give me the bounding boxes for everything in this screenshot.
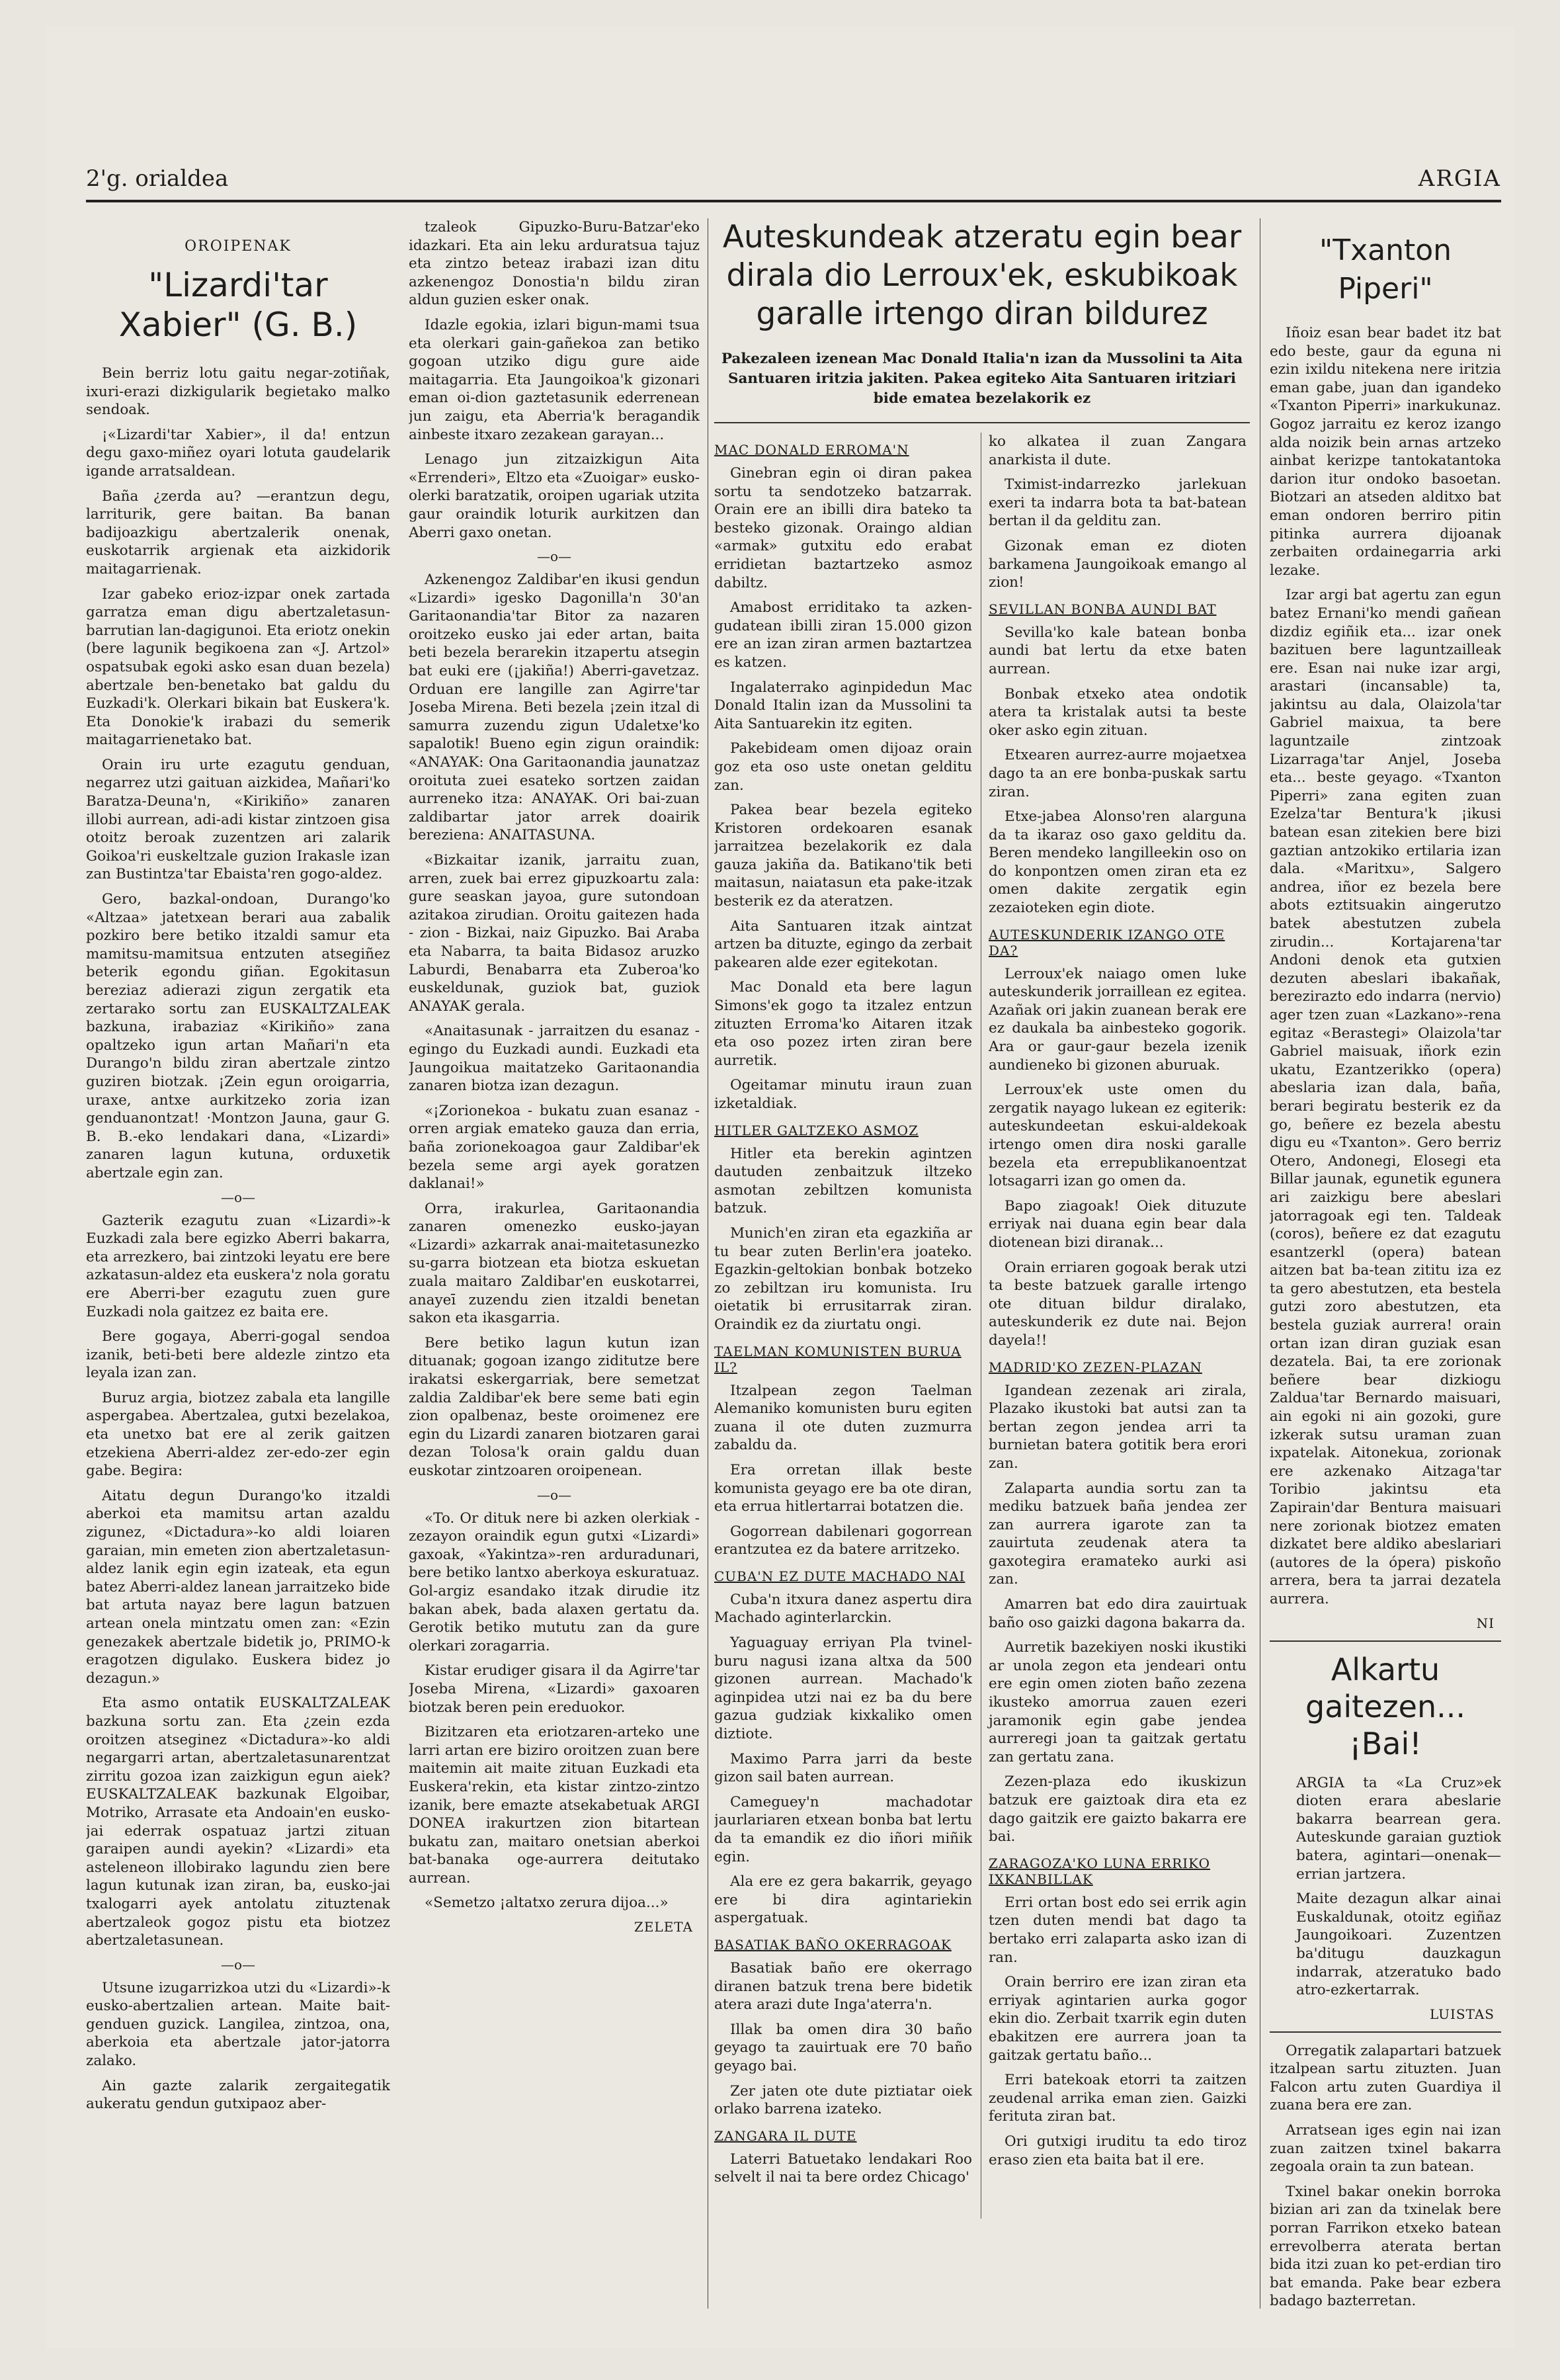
author-signature: ZELETA xyxy=(634,1919,693,1935)
paragraph: ¡«Lizardi'tar Xabier», il da! entzun degu gaxo-miñez oyari lotuta gaudelarik igande arratsaldean. xyxy=(86,426,390,480)
paragraph: Gizonak eman ez dioten barkamena Jaungoikoak emango al zion! xyxy=(989,537,1247,591)
section-rule xyxy=(1270,1640,1501,1642)
page-header xyxy=(86,165,1501,198)
review-column xyxy=(1270,218,1501,2309)
paragraph: Lerroux'ek naiago omen luke auteskunderik jorraillean ez egitea. Azañak ori jakin zuanean berak ere ez daukala ba ainbesteko gogorik. Ara or gaur-gaur bezela izenik aundieneko bi gizonen aburuak. xyxy=(989,965,1247,1074)
ad-signature: LUISTAS xyxy=(1429,2006,1495,2022)
paragraph: Eta asmo ontatik EUSKALTZALEAK bazkuna sortu zan. Eta ¿zein ezda oroitzen atseginez «Dictadura»-ko aldi negargarri artan, abertzaletasunarentzat zirritu gozoa izan zaizkigun egun aiek? EUSKALTZALEAK bazkunak Elgoibar, Motriko, Arrasate eta Andoain'en eusko-jai ederrak ospatuaz jartzi zituan garaipen aundi ayekin? «Lizardi» eta asteleneon illobirako lagundu zien bere lagun kutunak izan ziran, ba, eusko-jai txalogarri ayek antolatu zituztenak abertzaleok gogoz pistu eta biotzez abertzaletasunean. xyxy=(86,1695,390,1949)
paragraph: Sevilla'ko kale batean bonba aundi bat lertu da etxe baten aurrean. xyxy=(989,624,1247,677)
paragraph: Bizitzaren eta eriotzaren-arteko une larri artan ere biziro oroitzen zuan bere maitemin ait maite zituan Euzkadi eta Euskera'rekin, eta kistar zintzo-zintzo izanik, bere emazte atsekabetuak ARGI DONEA irakurtzen zion bitartean bukatu zan, maitaro onetsian aberkoi bat-banaka oge-aurrera deitutako aurrean. xyxy=(409,1724,700,1887)
paragraph: Bapo ziagoak! Oiek dituzute erriyak nai duana egin bear dala diotenean bizi diranak... xyxy=(989,1197,1247,1251)
paragraph: Erri ortan bost edo sei errik agin tzen duten mendi bat dago ta bertako erri zalaparta asko izan di ran. xyxy=(989,1894,1247,1966)
paragraph: Illak ba omen dira 30 baño geyago ta zauirtuak ere 70 baño geyago bai. xyxy=(714,2021,972,2074)
paragraph: Maximo Parra jarri da beste gizon sail baten aurrean. xyxy=(714,1750,972,1786)
news-subhead: ZANGARA IL DUTE xyxy=(714,2127,857,2144)
paragraph: Yaguaguay erriyan Pla tvinel-buru nagusi izana altxa da 500 gizonen aurrean. Machado'k aginpidea utzi nai ez ba du bere gazua gudziak kixkaliko omen diztiote. xyxy=(714,1635,972,1743)
header-rule xyxy=(86,200,1501,202)
paragraph: Ingalaterrako aginpidedun Mac Donald Italin izan da Mussolini ta Aita Santuarekin itz egiten. xyxy=(714,679,972,732)
paragraph: Bonbak etxeko atea ondotik atera ta kristalak autsi ta beste oker asko egin zituan. xyxy=(989,685,1247,739)
paragraph: «To. Or dituk nere bi azken olerkiak - zezayon oraindik egun gutxi «Lizardi» gaxoak, «Yakintza»-ren arduradunari, bere betiko lantxo aberkoya eskuratuaz. Gol-argiz esandako itzak dirudie itz bakan abek, bada alaxen gertatu da. Gerotik betiko mututu zan da gure olerkari zoragarria. xyxy=(409,1509,700,1654)
paragraph: Etxe-jabea Alonso'ren alarguna da ta ikaraz oso gaxo gelditu da. Beren mendeko langilleekin oso on do konpontzen omen ziran eta ez omen dakite zergatik egin zezaioteken egin diote. xyxy=(989,808,1247,917)
ad-title: Alkartu gaitezen... ¡Bai! xyxy=(1305,1651,1465,1762)
section-kicker: OROIPENAK xyxy=(185,238,292,255)
paragraph: Baña ¿zerda au? —erantzun degu, larriturik, gere baitan. Ba banan badijoazkigu abertzalerik onenak, euskotarrik argienak eta aizkidorik maitagarrienak. xyxy=(86,488,390,577)
paragraph: Pakebideam omen dijoaz orain goz eta oso uste onetan gelditu zan. xyxy=(714,740,972,794)
obituary-column-1 xyxy=(86,218,390,2309)
news-subhead: AUTESKUNDERIK IZANGO OTE DA? xyxy=(989,926,1225,958)
section-separator: —o— xyxy=(536,1486,572,1503)
paragraph: tzaleok Gipuzko-Buru-Batzar'eko idazkari. Eta ain leku arduratsua tajuz eta zintzo beteaz irabazi izan ditu azkenengoz Donostia'n bildu ziran aldun guzien esker onak. xyxy=(409,219,700,309)
paragraph: Gogorrean dabilenari gogorrean erantzutea ez da batere arritzeko. xyxy=(714,1523,972,1558)
paragraph: Aurretik bazekiyen noski ikustiki ar unola zegon eta jendeari ontu ere egin omen zioten baño zezena ikusteko amorrua zauen ezeri jaramonik egin gabe jendea aurreregi joan ta gaitzak gertatu zan gertatu zana. xyxy=(989,1639,1247,1765)
paragraph: «Semetzo ¡altatxo zerura dijoa...» xyxy=(425,1894,669,1912)
paragraph: Pakea bear bezela egiteko Kristoren ordekoaren esanak jarraitzea bezelakorik ez dala gauza jakiña da. Batikano'tik beti maitasun, naiatasun eta pake-itzak besterik ez da ateratzen. xyxy=(714,802,972,910)
news-headline: Auteskundeak atzeratu egin bear dirala dio Lerroux'ek, eskubikoak garalle irtengo diran bildurez xyxy=(722,219,1242,332)
newspaper-page xyxy=(46,26,1514,2348)
paragraph: Basatiak baño ere okerrago diranen batzuk trena bere bidetik atera arazi dute Inga'aterra'n. xyxy=(714,1959,972,2014)
paragraph: Amabost erriditako ta azken-gudatean ibilli ziran 15.000 gizon ere an izan ziran armen baztartzea es katzen. xyxy=(714,599,972,671)
paragraph: Arratsean iges egin nai izan zuan zaitzen txinel bakarra zegoala orain ta zun batean. xyxy=(1270,2122,1501,2176)
paragraph: «Bizkaitar izanik, jarraitu zuan, arren, zuek bai errez gipuzkoartu zala: gure seaskan jayoa, gure sutondoan azitakoa zirudian. Oroitu gaitezen hada - zion - Bizkai, naiz Gipuzko. Bai Araba eta Nabarra, ta baita Bidasoz aruzko Laburdi, Benabarra eta Zuberoa'ko euskeldunak, guziok bat, guziok ANAYAK gerala. xyxy=(409,852,700,1015)
paragraph: «¡Zorionekoa - bukatu zuan esanaz - orren argiak emateko gauza dan erria, baña zorionekoagoa gaur Zaldibar'ek bezela seme argi ayek goratzen daklanai!» xyxy=(409,1102,700,1193)
ad-text: ARGIA ta «La Cruz»ek dioten erara abeslarie bakarra bearrean gera. Auteskunde garaian guztiok batera, agintari—onenak—errian jartzera. xyxy=(1296,1774,1501,1883)
section-rule xyxy=(714,422,1250,423)
news-subhead: BASATIAK BAÑO OKERRAGOAK xyxy=(714,1936,952,1953)
news-subhead: MAC DONALD ERROMA'N xyxy=(714,442,909,458)
paragraph: Igandean zezenak ari zirala, Plazako ikustoki bat autsi zan ta bertan zegon jendea arri ta burnietan batera gotitik bera erori zan. xyxy=(989,1382,1247,1472)
paragraph: Orregatik zalapartari batzuek itzalpean sartu zituzten. Juan Falcon artu zuten Guardiya il zuana bera ere zan. xyxy=(1270,2042,1501,2114)
paragraph: Tximist-indarrezko jarlekuan exeri ta indarra bota ta bat-batean bertan il da gelditu zan. xyxy=(989,476,1247,530)
section-separator: —o— xyxy=(536,548,572,565)
paragraph: Azkenengoz Zaldibar'en ikusi gendun «Lizardi» igesko Dagonilla'n 30'an Garitaonandia'tar Bitor za nazaren oroitzeko eusko jai eder artan, baita beti bezela berarekin itzapertu atsegin bat euki ere (¡jakiña!) Aberri-gavetzaz. Orduan ere langille zan Agirre'tar Joseba Mirena. Beti bezela ¡zein itzal di samurra zuzendu zigun Udaletxe'ko sapalotik! Bueno egin zigun oraindik: «ANAYAK: Ona Garitaonandia jaunatzaz oroituta zuei esateko sortzen zaidan aurreneko itza: ANAYAK. Ori bai-zuan zaldibartar jator arrek doairik bereziena: ANAITASUNA. xyxy=(409,572,700,844)
paragraph: Munich'en ziran eta egazkiña ar tu bear zuten Berlin'era joateko. Egazkin-geltokian bonbak botzeko zo zebiltzan iru komunista. Iru oietatik bi errusitarrak ziran. Oraindik ez da ziurtatu ongi. xyxy=(714,1224,972,1333)
news-subhead: MADRID'KO ZEZEN-PLAZAN xyxy=(989,1359,1202,1375)
paragraph: Amarren bat edo dira zauirtuak baño oso gaizki dagona bakarra da. xyxy=(989,1596,1247,1631)
paragraph: Kistar erudiger gisara il da Agirre'tar Joseba Mirena, «Lizardi» gaxoaren biotzak beren pein ereduokor. xyxy=(409,1662,700,1716)
paragraph: Lerroux'ek uste omen du zergatik nayago lukean ez egiterik: auteskundeetan eskui-aldekoak irtengo omen dira noski garalle bezela eta errepublikanoentzat lotsagarri izan go omen da. xyxy=(989,1082,1247,1190)
paragraph: Gero, bazkal-ondoan, Durango'ko «Altzaa» jatetxean berari aua zabalik pozkiro bere betiko itzaldi samur eta mamitsu-mamitsua entzuten atsegiñez beterik egondu giñan. Egokitasun bereziaz adierazi zigun zergatik eta zertarako sortu zan EUSKALTZALEAK bazkuna, irabaziaz «Kirikiño» zana opaltzeko igun artan Mañari'n eta Durango'n bildu ziran abertzale zintzo guziren biotzak. ¡Zein egun oroigarria, uraxe, antxe aurkitzeko zoria izan genduanontzat! ·Montzon Jauna, gaur G. B. B.-eko lendakari dana, «Lizardi» zanaren lagun kutuna, orduxetik abertzale egin zan. xyxy=(86,891,390,1181)
news-subhead: CUBA'N EZ DUTE MACHADO NAI xyxy=(714,1568,965,1584)
paragraph: Ogeitamar minutu iraun zuan izketaldiak. xyxy=(714,1077,972,1112)
obituary-title: "Lizardi'tar Xabier" (G. B.) xyxy=(118,266,358,344)
paragraph: ko alkatea il zuan Zangara anarkista il dute. xyxy=(989,433,1247,468)
paragraph: Izar gabeko erioz-izpar onek zartada garratza eman digu abertzaletasun-barrutian lan-dagigunoi. Eta eriotz onekin (bere lagunik begikoena zan «J. Artzol» ospatsubak egoki asko esan duan bezela) abertzale ben-benetako bat galdu du Euzkadi'k. Olerkari bikain bat Euskera'k. Eta Donokie'k irabazi du semerik maitagarrienetako bat. xyxy=(86,585,390,749)
paragraph: Bein berriz lotu gaitu negar-zotiñak, ixuri-erazi dizkigularik begietako malko sendoak. xyxy=(86,365,390,419)
paragraph: Ginebran egin oi diran pakea sortu ta sendotzeko batzarrak. Orain ere an ibilli dira bateko ta besteko gizonak. Oraingo aldian «armak» gutxitu edo erabat erridietan baztartzeko asmoz dabiltz. xyxy=(714,465,972,591)
paragraph: Erri batekoak etorri ta zaitzen zeudenal arrika eman zien. Gaizki ferituta ziran bat. xyxy=(989,2072,1247,2125)
author-signature: NI xyxy=(1476,1615,1495,1631)
paragraph: Cameguey'n machadotar jaurlariaren etxean bonba bat lertu da ta emandik ez dio iñori miñik egin. xyxy=(714,1793,972,1865)
paragraph: Ori gutxigi iruditu ta edo tiroz eraso zien eta baita bat il ere. xyxy=(989,2133,1247,2168)
paragraph: Bere gogaya, Aberri-gogal sendoa izanik, beti-beti bere aldezle zintzo eta leyala izan zan. xyxy=(86,1328,390,1382)
paragraph: Era orretan illak beste komunista geyago ere ba ote diran, eta errua hitlertarrai botatzen die. xyxy=(714,1461,972,1515)
paragraph: Aitatu degun Durango'ko itzaldi aberkoi eta mamitsu artan azaldu zigunez, «Dictadura»-ko aldi loiaren garaian, min emeten zion abertzaletasun-aldez lanik egin egin izateak, eta egun batez Aberri-aldez lanean jarraitzeko bide bat artuta nayaz bere lagun batzuen artean onela mintzatu omen zan: «Ezin genezakek abertzale bidetik jo, PRIMO-k eragotzen digulako. Euskera bidez jo dezagun.» xyxy=(86,1487,390,1687)
news-subhead: ZARAGOZA'KO LUNA ERRIKO IXKANBILLAK xyxy=(989,1855,1210,1887)
paragraph: Orra, irakurlea, Garitaonandia zanaren omenezko eusko-jayan «Lizardi» azkarrak anai-maitetasunezko su-garra biotzean eta biotza eskuetan zuala maitaro Zaldibar'en euskotarrei, anayeī zuzendu zien itzaldi benetan sakon eta ikasgarria. xyxy=(409,1200,700,1327)
paragraph: «Anaitasunak - jarraitzen du esanaz - egingo du Euzkadi aundi. Euzkadi eta Jaungoikua maitatzeko Garitaonandia zanaren biotza izan dezagun. xyxy=(409,1023,700,1095)
paragraph: Ain gazte zalarik zergaitegatik aukeratu gendun gutxipaoz aber- xyxy=(86,2077,390,2113)
section-separator: —o— xyxy=(220,1189,256,1205)
paragraph: Izar argi bat agertu zan egun batez Ernani'ko mendi gañean dizdiz egiñik eta... izar onek bazituen bere laguntzailleak ere. Esan nai nuke izar argi, arastari (incansable) ta, jakintsu au dala, Olaizola'tar Gabriel maixua, ta bere laguntzaile zintzoak Lizarraga'tar Anjel, Joseba eta... beste geyago. «Txanton Piperri» zana egiten zuan Ezelza'tar Bentura'k ¡ikusi batean esan zitekien bere bizi gaztian antzokiko ertilaria izan dala. «Maritxu», Salgero andrea, iñor ez bezela bere abots eztitsuakin aingerutzo batek abestutzen zubela zirudin... Kortajarena'tar Andoni denok eta gutxien dezuten abeslari ibakañak, berezirazto edo indarra (nervio) ager tzen zuan «Lazkano»-rena egitaz «Berastegi» Olaizola'tar Gabriel maisuak, iñork ezin ukatu, Ezantzerikko (opera) abeslaria izan dala, baña, berari begiratu besterik ez da go, beñere ez bezela abestu digu eu «Txanton». Gero berriz Otero, Andonegi, Elosegi eta Billar jaunak, egunetik egunera ari zaizkigu bere abeslari jatorragoak egi ten. Taldeak (coros), beñere ez dat ezagutu esantzerkl (opera) batean aitzen bat ba-tean zititu iza ez ta gero abestutzen, eta bestela gutzi zoro abestutzen, eta bestela guziak aurrera! orain ortan izan diran guziak esan dezatela. Bai, ta ere zorionak beñere bear dizkiogu Zaldua'tar Bernardo maisuari, ain egoki ni ain gozoki, gure izkerak sutsu uraman zuan ixpatelak. Aitonekua, zorionak ere azkenako Aitzaga'tar Toribio jakintsu eta Zapirain'dar Bentura maisuari nere zorionak biotzez ematen dizkatet bere aldiko abeslariari (autores de la ópera) piskoño arrera, bera ta jarrai dezatela aurrera. xyxy=(1270,587,1501,1607)
paragraph: Txinel bakar onekin borroka bizian ari zan da txinelak bere porran Farrikon etxeko batean errevolberra aterata bertan bida itzi zuan ko pet-erdian tiro bat emanda. Pake bear ezbera badago bazterretan. xyxy=(1270,2183,1501,2309)
paragraph: Orain erriaren gogoak berak utzi ta beste batzuek garalle irtengo ote dituan bildur diralako, auteskunderik ez dute nai. Bejon dayela!! xyxy=(989,1259,1247,1349)
paragraph: Mac Donald eta bere lagun Simons'ek gogo ta itzalez entzun zituzten Erroma'ko Aitaren itzak eta oso pozez irten ziran bere aurretik. xyxy=(714,979,972,1069)
paragraph: Gazterik ezagutu zuan «Lizardi»-k Euzkadi zala bere egizko Aberri bakarra, eta arrezkero, bai zintzoki leyatu ere bere azkatasun-aldez eta euskera'z nola goratu ere Aberri-ber ezagutu zuen gure Euzkadi nola gaitzez ez baita ere. xyxy=(86,1212,390,1320)
section-rule xyxy=(1270,2031,1501,2033)
review-title: "Txanton Piperi" xyxy=(1319,234,1452,306)
news-subcolumn-right xyxy=(989,433,1247,2176)
paragraph: Zer jaten ote dute piztiatar oiek orlako barrena izateko. xyxy=(714,2082,972,2118)
paragraph: Orain berriro ere izan ziran eta erriyak agintarien aurka gogor ekin dio. Zerbait txarrik egin duten ebakitzen ere aurrera joan ta gaitzak gertatu baño... xyxy=(989,1974,1247,2064)
news-section xyxy=(714,218,1250,2309)
paragraph: Zezen-plaza edo ikuskizun batzuk ere gaiztoak dira eta ez dago gaitzik ere gaizto bakarra ere bai. xyxy=(989,1773,1247,1846)
paragraph: Laterri Batuetako lendakari Roo selvelt il nai ta bere ordez Chicago' xyxy=(714,2150,972,2186)
paragraph: Idazle egokia, izlari bigun-mami tsua eta olerkari gain-gañekoa zan betiko gogoan utziko digu gure aide maitagarria. Eta Jaungoikoa'k gizonari eman oi-dion gaztetasunik ederrenean jun zaigu, eta Aberria'k beragandik ainbeste itxaro zezakean garayan... xyxy=(409,316,700,443)
paragraph: Buruz argia, biotzez zabala eta langille aspergabea. Abertzalea, gutxi bezelakoa, eta unetxo bat ere al zerik gaitzen etzekiena Aberri-aldez zer-edo-zer egin gabe. Begira: xyxy=(86,1389,390,1480)
news-subcolumn-left xyxy=(714,433,972,2193)
news-subcolumns xyxy=(714,433,1250,2219)
paragraph: Lenago jun zitzaizkigun Aita «Errenderi», Eltzo eta «Zuoigar» eusko-olerki baratzatik, oroipen ugariak utzita gaur oraindik loturik aurkitzen dan Aberri gaxo onetan. xyxy=(409,451,700,541)
paragraph: Iñoiz esan bear badet itz bat edo beste, gaur da eguna ni ezin ixildu nitekena nere iritzia eman gabe, juan dan igandeko «Txanton Piperri» inarkukunaz. Gogoz jarraitu ez keroz izango alda noizik bein arnas artzeko ainbat kerizpe tantokatantoka darion itur ondoko basoetan. Biotzari an atseden alditxo bat eman ondoren berriro pitin pitinka aurrera dijoanak zerbaiten ordainegarria arki lezake. xyxy=(1270,325,1501,579)
page-number: 2'g. orialdea xyxy=(86,165,229,192)
news-subhead: TAELMAN KOMUNISTEN BURUA IL? xyxy=(714,1343,962,1375)
paragraph: Zalaparta aundia sortu zan ta mediku batzuek baña jendea zer zan aurrera igarote zan ta zauirtuta zeudenak atera ta gaxotegira eramateko aurki asi zan. xyxy=(989,1480,1247,1588)
obituary-column-2 xyxy=(409,218,700,2309)
paragraph: Utsune izugarrizkoa utzi du «Lizardi»-k eusko-abertzalien artean. Maite bait-genduen guzick. Langilea, zintzoa, ona, aberkoia eta abertzale jator-jatorra zalako. xyxy=(86,1979,390,2070)
paragraph: Hitler eta berekin agintzen dautuden zenbaitzuk iltzeko asmotan zebiltzen komunista batzuk. xyxy=(714,1145,972,1217)
section-separator: —o— xyxy=(220,1956,256,1973)
paragraph: Bere betiko lagun kutun izan dituanak; gogoan izango ziditutze bere irakatsi eskergarriak, bere semetzat zaldia Zaldibar'ek bere seme bati egin zion opalbenaz, beste oroimenez ere egin du Lizardi zanaren biotzaren garai dezan Tolosa'k orain galdu duan euskotar zintzoaren oroipenean. xyxy=(409,1334,700,1479)
paragraph: Aita Santuaren itzak aintzat artzen ba dituzte, egingo da zerbait pakearen alde ezer egitekotan. xyxy=(714,917,972,971)
paragraph: Orain iru urte ezagutu genduan, negarrez utzi gaituan aizkidea, Mañari'ko Baratza-Deuna'n, «Kirikiño» zanaren illobi aurrean, adi-adi kistar zintzoen gisa otoitz beroak zuzentzen ari zalarik Goikoa'ri euskeltzale guzion Irakasle izan zan Bustintza'tar Ebaista'ren gogo-aldez. xyxy=(86,756,390,883)
paragraph: Etxearen aurrez-aurre mojaetxea dago ta an ere bonba-puskak sartu ziran. xyxy=(989,747,1247,800)
masthead-name: ARGIA xyxy=(1418,165,1501,192)
paragraph: Itzalpean zegon Taelman Alemaniko komunisten buru egiten zuana il ote duten zuzmurra zabaldu da. xyxy=(714,1382,972,1454)
news-subhead: HITLER GALTZEKO ASMOZ xyxy=(714,1122,919,1138)
paragraph: Ala ere ez gera bakarrik, geyago ere bi dira agintariekin aspergatuak. xyxy=(714,1873,972,1927)
news-deck: Pakezaleen izenean Mac Donald Italia'n izan da Mussolini ta Aita Santuaren iritzia jakiten. Pakea egiteko Aita Santuaren iritziari bide ematea bezelakorik ez xyxy=(721,351,1243,407)
paragraph: Cuba'n itxura danez aspertu dira Machado aginterlarckin. xyxy=(714,1591,972,1627)
ad-text: Maite dezagun alkar ainai Euskaldunak, otoitz egiñaz Jaungoikoari. Zuzentzen ba'ditugu dauzkagun indarrak, atzeratuko bado atro-ezkertarrak. xyxy=(1296,1891,1501,1999)
news-subhead: SEVILLAN BONBA AUNDI BAT xyxy=(989,601,1217,617)
